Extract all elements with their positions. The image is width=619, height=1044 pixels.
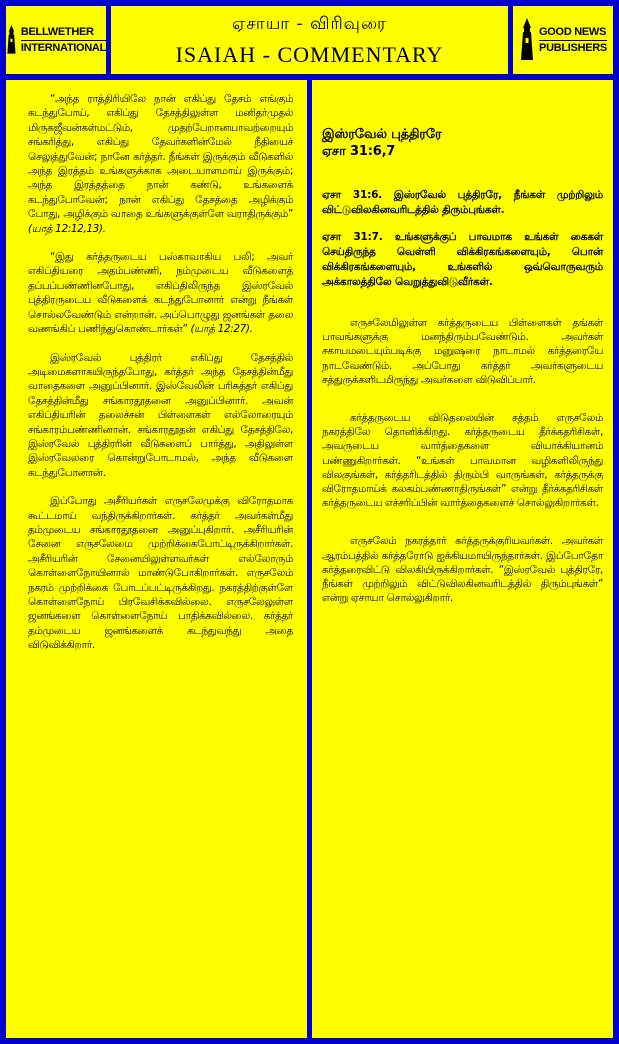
section-heading-ref: ஏசா 31:6,7 <box>322 144 396 159</box>
left-paragraph-1-text: “அந்த ராத்திரியிலே நான் எகிப்து தேசம் எங்கும் கடந்துபோய், எகிப்து தேசத்திலுள்ள மனிதர்முதல் மிருகஜீவன்கள்மட்டும், முதற்பேறானயாவற்றையும் சங்கரித்து, எகிப்து தேவர்களின்மேல் நீதியைச் செலுத்துவேன்; நானே கர்த்தர். நீங்கள் இருக்கும் வீடுகளில் அந்த இரத்தம் உங்களுக்காக அடையாளமாய் இருக்கும்; அந்த இரத்தத்தை நான் கண்டு, உங்களைக் கடந்துபோவேன்; நான் எகிப்து தேசத்தை அழிக்கும் போது, அழிக்கும் வாதை உங்களுக்குள்ளே வராதிருக்கும்” <box>28 93 293 221</box>
logo-right-line2: PUBLISHERS <box>539 41 607 54</box>
section-heading-title: இஸ்ரவேல் புத்திரரே <box>322 127 442 142</box>
right-column <box>312 80 613 1038</box>
right-paragraph-2: கர்த்தருடைய விடுதலையின் சத்தம் எருசலேம் நகரத்திலே தொனிக்கிறது. கர்த்தருடைய தீர்க்கதரிசிகள், அவருடைய வார்த்தைகளை வியாக்கியானம் பண்ணுகிறார்கள். “உங்கள் பாவமான வழிகளிலிருந்து விலகுங்கள், கர்த்தரிடத்தில் திரும்பி வாருங்கள், கர்த்தருக்கு விரோதமாய்க் கலகம்பண்ணாதிருங்கள்” என்று தீர்க்கதரிசிகள் கர்த்தருடைய எச்சரிப்பின் வார்த்தைகளைச் சொல்லுகிறார்கள். <box>322 412 603 510</box>
left-column <box>6 80 307 1038</box>
logo-left-line1: BELLWETHER <box>21 25 106 41</box>
title-english: ISAIAH - COMMENTARY <box>175 42 444 67</box>
left-paragraph-4: இப்போது அசீரியர்கள் எருசலேமுக்கு விரோதமாக கூட்டமாய் வந்திருக்கிறார்கள். கர்த்தர் அவர்கள்மீது தம்முடைய சங்காரதூதனை அனுப்புகிறார். அசீரியரின் சேனை எருசலேமை முற்றிக்கைபோட்டிருக்கிறார்கள். அசீரியரின் சேனையிலுள்ளவர்கள் எல்லோரும் கொள்ளைநோயினால் மாண்டுபோகிறார்கள். எருசலேம் நகரம் முற்றிக்கை போடப்பட்டிருக்கிறது. நகரத்திற்குள்ளே கொள்ளைநோய் பிரவேசிக்கவில்லை. எருசலேலுள்ள ஜனங்களை கொள்ளைநோய் பாதிக்கவில்லை. கர்த்தர் தம்முடைய ஜனங்களைக் கடந்துவந்து அதை விடுவிக்கிறார். <box>28 495 293 652</box>
title-tamil: ஏசாயா - விரிவுரை <box>232 14 387 34</box>
left-paragraph-3: இஸ்ரவேல் புத்திரர் எகிப்து தேசத்தில் அடிமைகளாகயிருந்தபோது, கர்த்தர் அந்த தேசத்தின்மீது வாதைகளை அனுப்பினார். இஸ்வேலின் பரிசுத்தர் எகிப்து தேசத்தின்மீது சங்காரதூதனை அனுப்பினார். அவன் எகிப்தியரின் தலைச்சன் பிள்ளைகள் எல்லோரையும் சங்காரம்பண்ணினான். சங்காரதூதன் எகிப்து தேசத்திலே, இஸ்ரவேல் புத்திரரின் வீடுகளைப் பார்த்து, அதிலுள்ள இஸ்ரவேலரை கொன்றுபோடாமல், அந்த வீடுகளை கடந்துபோனான். <box>28 351 293 479</box>
right-paragraph-3: எருசலேம் நகரத்தார் கர்த்தருக்குரியவர்கள். அவர்கள் ஆரம்பத்தில் கர்த்தரோடு ஐக்கியமாயிருந்தார்கள். இப்போதோ கர்த்தரைவிட்டு விலகியிருக்கிறார்கள். “இஸ்ரவேல் புத்திரரே, நீங்கள் முற்றிலும் விட்டுவிலகினவரிடத்தில் திரும்புங்கள்” என்று ஏசாயா சொல்லுகிறார். <box>322 535 603 605</box>
page-title-box <box>111 6 508 74</box>
right-paragraph-1: எருசலேமிலுள்ள கர்த்தருடைய பிள்ளைகள் தங்கள் பாவங்களுக்கு மனந்திரும்பவேண்டும். அவர்கள் சகாயமடையும்படிக்கு மனுஷரை நாடாமல் கர்த்தரையே நாடவேண்டும். அப்போது கர்த்தர் அவர்களுடைய சத்துருக்களிடமிருந்து அவர்களை விடுவிப்பார். <box>322 317 603 386</box>
verse-31-6: ஏசா 31:6. இஸ்ரவேல் புத்திரரே, நீங்கள் முற்றிலும் விட்டுவிலகினவரிடத்தில் திரும்புங்கள். <box>322 189 603 216</box>
left-paragraph-1 <box>28 92 293 236</box>
left-paragraph-2-text: “இது கர்த்தருடைய பஸ்காவாகிய பலி; அவர் எகிப்தியரை அதம்பண்ணி, நம்முடைய வீடுகளைத் தப்பப்பண்ணினபோது, எகிப்திலிருந்த இஸ்ரவேல் புத்திரருடைய வீடுகளைக் கடந்துபோனார் என்று நீங்கள் சொல்லவேண்டும் என்றான். அப்பொழுது ஜனங்கள் தலை வணங்கிப் பணிந்துகொண்டார்கள்” <box>28 251 293 336</box>
bellwether-logo <box>6 6 106 74</box>
tower-icon <box>6 18 17 62</box>
verse-31-7: ஏசா 31:7. உங்களுக்குப் பாவமாக உங்கள் கைகள் செய்திருந்த வெள்ளி விக்கிரகங்களையும், பொன் விக்கிரகங்களையும், உங்களில் ஒவ்வொருவரும் அக்காலத்திலே வெறுத்துவிடுவீர்கள். <box>322 231 603 288</box>
tower-icon <box>519 18 535 62</box>
logo-right-line1: GOOD NEWS <box>539 25 607 41</box>
good-news-logo <box>513 6 613 74</box>
section-heading <box>322 126 603 160</box>
scripture-ref-1: (யாத் 12:12,13). <box>28 222 106 235</box>
logo-left-line2: INTERNATIONAL <box>20 41 106 54</box>
left-paragraph-2 <box>28 250 293 336</box>
scripture-ref-2: (யாத் 12:27). <box>190 323 253 336</box>
